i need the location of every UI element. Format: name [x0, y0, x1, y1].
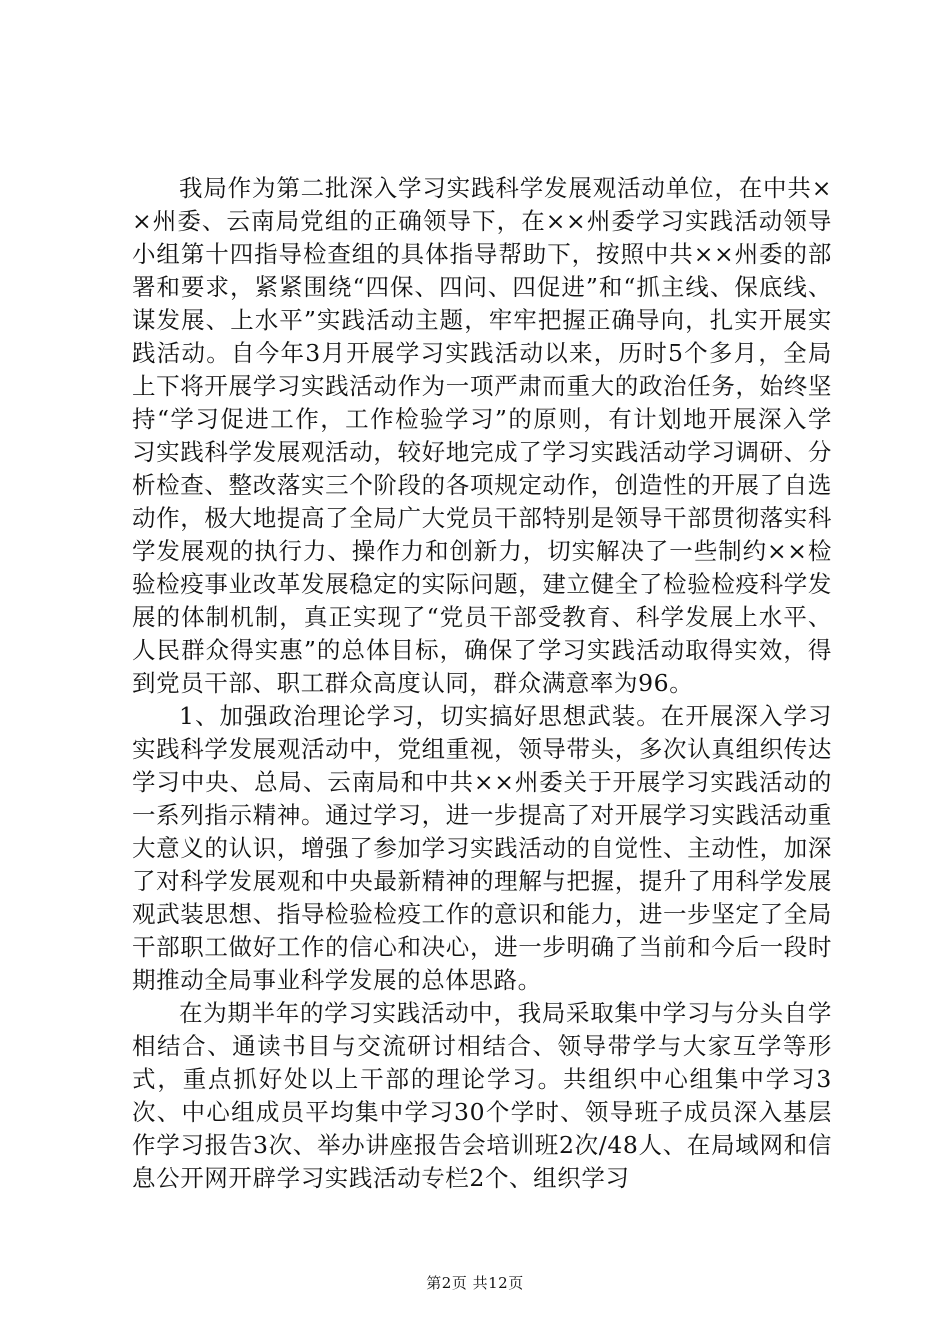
document-body	[132, 172, 832, 1195]
paragraph-intro: 我局作为第二批深入学习实践科学发展观活动单位，在中共××州委、云南局党组的正确领导下，在××州委学习实践活动领导小组第十四指导检查组的具体指导帮助下，按照中共××州委的部署和要求，紧紧围绕“四保、四问、四促进”和“抓主线、保底线、谋发展、上水平”实践活动主题，牢牢把握正确导向，扎实开展实践活动。自今年3月开展学习实践活动以来，历时5个多月，全局上下将开展学习实践活动作为一项严肃而重大的政治任务，始终坚持“学习促进工作，工作检验学习”的原则，有计划地开展深入学习实践科学发展观活动，较好地完成了学习实践活动学习调研、分析检查、整改落实三个阶段的各项规定动作，创造性的开展了自选动作，极大地提高了全局广大党员干部特别是领导干部贯彻落实科学发展观的执行力、操作力和创新力，切实解决了一些制约××检验检疫事业改革发展稳定的实际问题，建立健全了检验检疫科学发展的体制机制，真正实现了“党员干部受教育、科学发展上水平、人民群众得实惠”的总体目标，确保了学习实践活动取得实效，得到党员干部、职工群众高度认同，群众满意率为96。	[132, 174, 832, 697]
paragraph-section-1: 1、加强政治理论学习，切实搞好思想武装。在开展深入学习实践科学发展观活动中，党组重视，领导带头，多次认真组织传达学习中央、总局、云南局和中共××州委关于开展学习实践活动的一系列指示精神。通过学习，进一步提高了对开展学习实践活动重大意义的认识，增强了参加学习实践活动的自觉性、主动性，加深了对科学发展观和中央最新精神的理解与把握，提升了用科学发展观武装思想、指导检验检疫工作的意识和能力，进一步坚定了全局干部职工做好工作的信心和决心，进一步明确了当前和今后一段时期推动全局事业科学发展的总体思路。	[132, 702, 832, 994]
page-number-footer: 第2页 共12页	[426, 1274, 524, 1292]
paragraph-study-details: 在为期半年的学习实践活动中，我局采取集中学习与分头自学相结合、通读书目与交流研讨相结合、领导带学与大家互学等形式，重点抓好处以上干部的理论学习。共组织中心组集中学习3次、中心组成员平均集中学习30个学时、领导班子成员深入基层作学习报告3次、举办讲座报告会培训班2次/48人、在局域网和信息公开网开辟学习实践活动专栏2个、组织学习	[132, 999, 832, 1192]
